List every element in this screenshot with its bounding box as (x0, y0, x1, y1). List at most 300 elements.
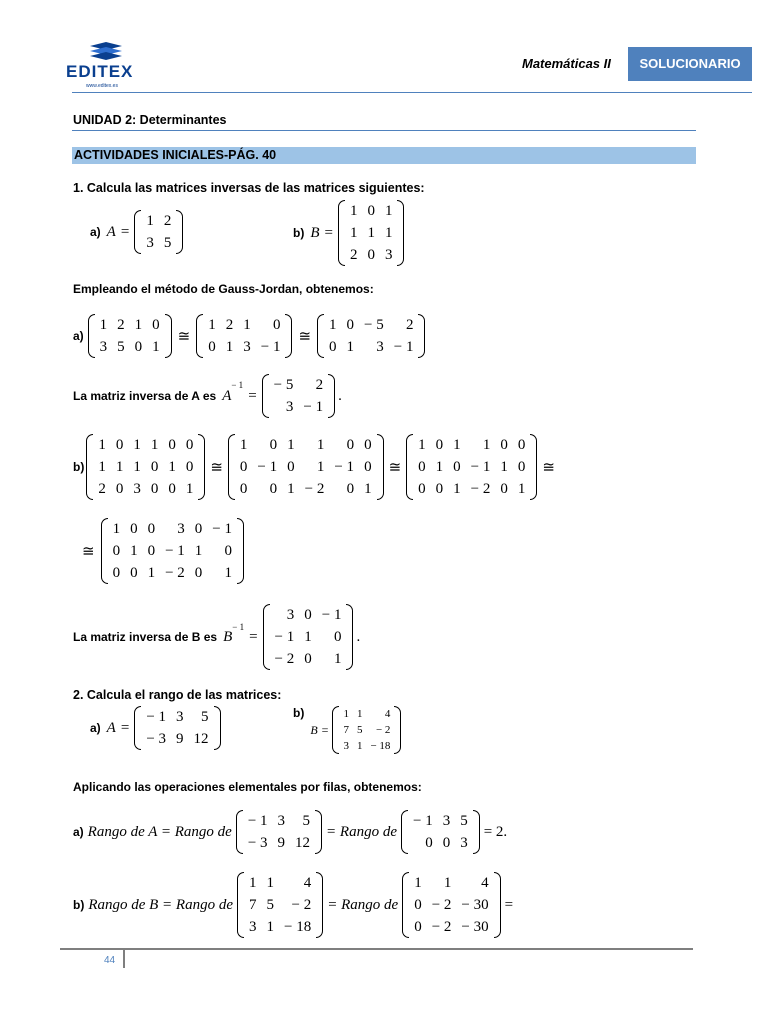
matrix-cell: 0 (185, 459, 194, 475)
left-paren (101, 518, 108, 584)
right-paren (328, 374, 335, 418)
matrix-row (339, 722, 394, 738)
matrix-cell: − 3 (247, 835, 268, 851)
matrix-cell: 1 (443, 875, 452, 891)
matrix-cell: 1 (115, 459, 124, 475)
augmented-matrix-a-2 (196, 314, 292, 358)
augmented-matrix-b-1 (86, 434, 205, 500)
unit-title: UNIDAD 2: Determinantes (73, 113, 227, 127)
matrix-cell: 1 (249, 875, 257, 891)
rank-b-label: b) (73, 898, 85, 912)
matrix-cell: − 2 (304, 481, 325, 497)
matrix-cell: 0 (364, 459, 372, 475)
matrix-cell: 1 (152, 339, 160, 355)
matrix-cell: 1 (316, 459, 325, 475)
matrix-cell: 0 (333, 629, 342, 645)
matrix-cell: − 3 (146, 731, 167, 747)
q2-a-var: A (106, 719, 116, 736)
q2-a (90, 706, 221, 750)
matrix-row (95, 314, 165, 336)
left-paren (134, 210, 141, 254)
matrix-cell: − 1 (303, 399, 324, 415)
matrix-cell: 3 (176, 709, 184, 725)
right-paren (285, 314, 292, 358)
eq-sign: = (249, 628, 258, 645)
left-paren (236, 810, 243, 854)
left-paren (228, 434, 235, 500)
matrix-cell: − 1 (321, 607, 342, 623)
matrix-cell: 0 (185, 437, 194, 453)
matrix-row (270, 648, 347, 670)
matrix-cell: − 1 (212, 521, 233, 537)
rank-b-text2: = Rango de (327, 896, 399, 913)
augmented-matrix-b-3 (406, 434, 537, 500)
matrix-cell: − 2 (291, 897, 312, 913)
q2-a-label: a) (90, 721, 101, 735)
eq-sign: = (321, 722, 329, 737)
matrix-row (339, 706, 394, 722)
matrix-row (141, 210, 176, 232)
matrix-cell: − 1 (274, 629, 295, 645)
matrix-row (108, 518, 237, 540)
matrix-cell: 0 (500, 437, 508, 453)
matrix-cell: 0 (147, 543, 156, 559)
q1-b (293, 200, 404, 266)
right-paren (473, 810, 480, 854)
matrix-body (409, 872, 493, 938)
matrix-row (203, 336, 285, 358)
matrix-cell: 4 (303, 875, 312, 891)
eq-sign: = (248, 387, 257, 404)
inverse-a (73, 374, 342, 418)
left-paren (134, 706, 141, 750)
matrix-cell: 5 (302, 813, 311, 829)
matrix-cell: 1 (98, 459, 106, 475)
matrix-row (203, 314, 285, 336)
cong-sign: ≅ (388, 459, 402, 476)
matrix-cell: 4 (481, 875, 489, 891)
page-number: 44 (104, 955, 116, 966)
q1-b-label: b) (293, 226, 305, 240)
matrix-cell: 2 (225, 317, 234, 333)
matrix-cell: − 30 (461, 897, 489, 913)
matrix-cell: 9 (176, 731, 184, 747)
matrix-cell: 5 (163, 235, 172, 251)
matrix-cell: − 1 (334, 459, 355, 475)
header-rule (72, 92, 752, 93)
cong-sign: ≅ (542, 459, 555, 476)
matrix-cell: 1 (130, 543, 138, 559)
cong-sign: ≅ (210, 459, 223, 476)
matrix-cell: 4 (384, 708, 391, 720)
matrix-row (243, 810, 315, 832)
rank-b-result: = (504, 896, 514, 913)
matrix-cell: 0 (304, 607, 312, 623)
gauss-a-label: a) (73, 329, 84, 343)
matrix-cell: 2 (315, 377, 324, 393)
matrix-cell: 3 (285, 399, 294, 415)
matrix-cell: 0 (269, 481, 278, 497)
right-paren (237, 518, 244, 584)
matrix-cell: 1 (333, 651, 342, 667)
matrix-cell: 7 (343, 724, 349, 736)
matrix-cell: 1 (185, 481, 194, 497)
matrix-body (408, 810, 473, 854)
matrix-cell: 1 (364, 481, 372, 497)
matrix-cell: 1 (356, 708, 363, 720)
gauss-b-label: b) (73, 460, 85, 474)
matrix-cell: 5 (266, 897, 275, 913)
matrix-cell: 0 (367, 247, 375, 263)
matrix-cell: 1 (346, 339, 355, 355)
matrix-row (345, 244, 398, 266)
matrix-cell: 1 (384, 203, 393, 219)
matrix-cell: 0 (112, 543, 121, 559)
matrix-cell: 7 (249, 897, 257, 913)
rank-b (73, 872, 513, 938)
matrix-cell: − 1 (165, 543, 185, 559)
matrix-cell: 5 (201, 709, 209, 725)
matrix-body (141, 210, 176, 254)
matrix-cell: − 2 (165, 565, 185, 581)
matrix-cell: 1 (414, 875, 422, 891)
inverse-a-matrix (262, 374, 335, 418)
matrix-row (93, 434, 198, 456)
matrix-cell: − 18 (370, 740, 391, 752)
matrix-cell: 0 (346, 317, 355, 333)
matrix-cell: − 1 (260, 339, 281, 355)
matrix-cell: 0 (147, 521, 156, 537)
matrix-cell: 5 (460, 813, 468, 829)
matrix-cell: 1 (194, 543, 203, 559)
matrix-cell: 0 (194, 521, 203, 537)
inverse-b-matrix (263, 604, 354, 670)
matrix-cell: 5 (117, 339, 125, 355)
left-paren (88, 314, 95, 358)
matrix-body (95, 314, 165, 358)
matrix-body (235, 434, 377, 500)
q1-statement: 1. Calcula las matrices inversas de las matrices siguientes: (73, 181, 425, 195)
matrix-row (409, 872, 493, 894)
matrix-cell: 0 (239, 481, 248, 497)
matrix-cell: 0 (442, 835, 451, 851)
matrix-cell: 0 (208, 339, 216, 355)
matrix-row (235, 434, 377, 456)
q2-b-label: b) (293, 706, 305, 720)
matrix-body (243, 810, 315, 854)
matrix-cell: − 5 (273, 377, 294, 393)
right-paren (315, 810, 322, 854)
q1-b-var: B (310, 224, 320, 241)
matrix-cell: 2 (98, 481, 106, 497)
matrix-cell: 0 (130, 565, 138, 581)
right-paren (394, 706, 401, 754)
matrix-cell: 0 (272, 317, 281, 333)
matrix-row (413, 456, 530, 478)
matrix-cell: 0 (130, 521, 138, 537)
matrix-cell: 1 (239, 437, 248, 453)
matrix-cell: 3 (243, 339, 251, 355)
matrix-cell: 3 (146, 235, 154, 251)
augmented-matrix-a-3 (317, 314, 425, 358)
matrix-row (409, 916, 493, 938)
matrix-row (270, 626, 347, 648)
matrix-cell: 1 (150, 437, 159, 453)
matrix-cell: 1 (146, 213, 154, 229)
matrix-row (324, 336, 418, 358)
right-paren (198, 434, 205, 500)
logo-url: www.editex.es (86, 83, 118, 89)
matrix-cell: 1 (99, 317, 108, 333)
period: . (356, 628, 361, 645)
matrix-cell: 1 (225, 339, 234, 355)
matrix-cell: 0 (414, 919, 422, 935)
matrix-row (345, 222, 398, 244)
matrix-row (141, 232, 176, 254)
matrix-row (235, 478, 377, 500)
gauss-b-cont (82, 518, 244, 584)
matrix-body (141, 706, 213, 750)
matrix-cell: 1 (133, 459, 141, 475)
matrix-cell: 12 (295, 835, 311, 851)
augmented-matrix-b-4 (101, 518, 244, 584)
matrix-row (95, 336, 165, 358)
inverse-b (73, 604, 360, 670)
matrix-cell: 2 (349, 247, 358, 263)
matrix-cell: 1 (453, 437, 461, 453)
rank-a-result: = 2. (483, 823, 508, 840)
matrix-cell: 1 (356, 740, 363, 752)
matrix-b (338, 200, 405, 266)
left-paren (401, 810, 408, 854)
matrix-row (235, 456, 377, 478)
matrix-cell: 0 (269, 437, 278, 453)
q1-a (90, 210, 183, 254)
inverse-a-sup: − 1 (231, 380, 244, 390)
matrix-cell: 1 (243, 317, 251, 333)
matrix-cell: 1 (266, 919, 275, 935)
left-paren (196, 314, 203, 358)
matrix-cell: 0 (346, 437, 355, 453)
matrix-row (413, 478, 530, 500)
matrix-cell: − 2 (431, 897, 452, 913)
matrix-cell: 0 (364, 437, 372, 453)
logo-book-icon (86, 40, 126, 64)
right-paren (418, 314, 425, 358)
matrix-cell: 0 (435, 481, 444, 497)
cong-sign: ≅ (177, 328, 191, 345)
matrix-cell: − 2 (431, 919, 452, 935)
matrix-cell: 0 (418, 459, 426, 475)
q2-matrix-b (332, 706, 401, 754)
matrix-cell: − 2 (375, 724, 391, 736)
matrix-cell: 2 (117, 317, 125, 333)
right-paren (176, 210, 183, 254)
matrix-cell: 1 (266, 875, 275, 891)
matrix-cell: 12 (193, 731, 209, 747)
matrix-cell: 0 (435, 437, 444, 453)
eq-sign: = (120, 719, 130, 736)
matrix-cell: 1 (329, 317, 337, 333)
matrix-cell: 3 (376, 339, 384, 355)
matrix-body (93, 434, 198, 500)
unit-rule (72, 130, 696, 131)
left-paren (332, 706, 339, 754)
matrix-cell: 0 (115, 437, 124, 453)
right-paren (316, 872, 323, 938)
matrix-cell: 0 (112, 565, 121, 581)
matrix-row (413, 434, 530, 456)
matrix-cell: 0 (134, 339, 143, 355)
matrix-cell: 0 (150, 459, 159, 475)
matrix-cell: 0 (287, 459, 295, 475)
ops-text: Aplicando las operaciones elementales por filas, obtenemos: (73, 780, 422, 794)
gauss-a (73, 314, 425, 358)
matrix-row (269, 396, 328, 418)
left-paren (263, 604, 270, 670)
matrix-cell: − 1 (393, 339, 414, 355)
matrix-row (339, 738, 394, 754)
augmented-matrix-b-2 (228, 434, 384, 500)
inverse-a-text: La matriz inversa de A es (73, 389, 217, 403)
matrix-cell: 1 (133, 437, 141, 453)
left-paren (406, 434, 413, 500)
matrix-cell: 1 (349, 225, 358, 241)
period: . (338, 387, 342, 404)
q1-a-var: A (106, 223, 116, 240)
editex-logo (66, 40, 162, 92)
matrix-cell: 0 (367, 203, 375, 219)
matrix-body (345, 200, 398, 266)
matrix-cell: 3 (460, 835, 468, 851)
matrix-cell: 3 (249, 919, 257, 935)
matrix-cell: 1 (168, 459, 176, 475)
eq-sign: = (324, 224, 333, 241)
matrix-cell: − 1 (470, 459, 491, 475)
matrix-row (141, 728, 213, 750)
q2-matrix-a (134, 706, 220, 750)
matrix-cell: 0 (194, 565, 203, 581)
matrix-cell: 0 (453, 459, 461, 475)
matrix-cell: 0 (418, 481, 426, 497)
matrix-cell: 1 (112, 521, 121, 537)
left-paren (317, 314, 324, 358)
left-paren (237, 872, 244, 938)
rank-a-label: a) (73, 825, 84, 839)
rank-a-text: Rango de A = Rango de (87, 823, 232, 840)
right-paren (214, 706, 221, 750)
matrix-cell: − 1 (412, 813, 433, 829)
matrix-cell: 1 (287, 437, 295, 453)
matrix-body (203, 314, 285, 358)
matrix-cell: 1 (500, 459, 508, 475)
matrix-cell: 0 (517, 437, 526, 453)
q2-statement: 2. Calcula el rango de las matrices: (73, 688, 282, 702)
matrix-cell: 2 (405, 317, 414, 333)
matrix-body (270, 604, 347, 670)
matrix-cell: 3 (133, 481, 141, 497)
matrix-row (345, 200, 398, 222)
right-paren (494, 872, 501, 938)
left-paren (402, 872, 409, 938)
matrix-cell: 1 (147, 565, 156, 581)
matrix-cell: 1 (349, 203, 358, 219)
matrix-cell: 0 (500, 481, 508, 497)
rank-a-text2: = Rango de (326, 823, 397, 840)
matrix-cell: 1 (435, 459, 444, 475)
matrix-cell: 3 (384, 247, 393, 263)
matrix-cell: 1 (208, 317, 216, 333)
cong-sign: ≅ (298, 328, 312, 345)
rank-a (73, 810, 507, 854)
inverse-b-text: La matriz inversa de B es (73, 630, 218, 644)
matrix-body (324, 314, 418, 358)
matrix-cell: − 5 (364, 317, 384, 333)
matrix-row (244, 872, 316, 894)
matrix-cell: 3 (99, 339, 108, 355)
matrix-row (408, 832, 473, 854)
matrix-cell: 3 (286, 607, 295, 623)
rank-a-matrix-1 (236, 810, 322, 854)
matrix-cell: 1 (482, 437, 491, 453)
matrix-row (108, 540, 237, 562)
left-paren (262, 374, 269, 418)
matrix-cell: 1 (384, 225, 393, 241)
matrix-cell: 0 (224, 543, 233, 559)
matrix-row (93, 478, 198, 500)
matrix-row (269, 374, 328, 396)
inverse-b-sup: − 1 (232, 622, 245, 632)
logo-text: EDITEX (66, 62, 134, 81)
section-band: ACTIVIDADES INICIALES-PÁG. 40 (72, 147, 696, 164)
matrix-cell: 0 (414, 897, 422, 913)
q1-a-label: a) (90, 225, 101, 239)
augmented-matrix-a-1 (88, 314, 172, 358)
matrix-cell: 3 (277, 813, 286, 829)
matrix-cell: 3 (442, 813, 451, 829)
matrix-cell: 0 (329, 339, 337, 355)
matrix-cell: − 18 (284, 919, 312, 935)
matrix-row (93, 456, 198, 478)
matrix-cell: 1 (304, 629, 312, 645)
rank-b-matrix-1 (237, 872, 323, 938)
matrix-cell: 1 (367, 225, 375, 241)
matrix-body (339, 706, 394, 754)
matrix-row (324, 314, 418, 336)
matrix-cell: 0 (152, 317, 160, 333)
right-paren (530, 434, 537, 500)
matrix-cell: 3 (343, 740, 349, 752)
matrix-cell: 1 (418, 437, 426, 453)
eq-sign: = (120, 223, 130, 240)
matrix-cell: 0 (239, 459, 248, 475)
gauss-b (73, 434, 560, 500)
matrix-cell: 0 (168, 437, 176, 453)
matrix-cell: 1 (343, 708, 349, 720)
matrix-cell: 1 (134, 317, 143, 333)
matrix-row (244, 894, 316, 916)
matrix-row (270, 604, 347, 626)
matrix-row (108, 562, 237, 584)
matrix-cell: 1 (98, 437, 106, 453)
matrix-cell: 1 (453, 481, 461, 497)
matrix-cell: 0 (168, 481, 176, 497)
matrix-cell: 1 (287, 481, 295, 497)
inverse-b-var: B (223, 628, 233, 645)
matrix-cell: 0 (304, 651, 312, 667)
matrix-cell: − 30 (461, 919, 489, 935)
rank-b-text: Rango de B = Rango de (88, 896, 234, 913)
